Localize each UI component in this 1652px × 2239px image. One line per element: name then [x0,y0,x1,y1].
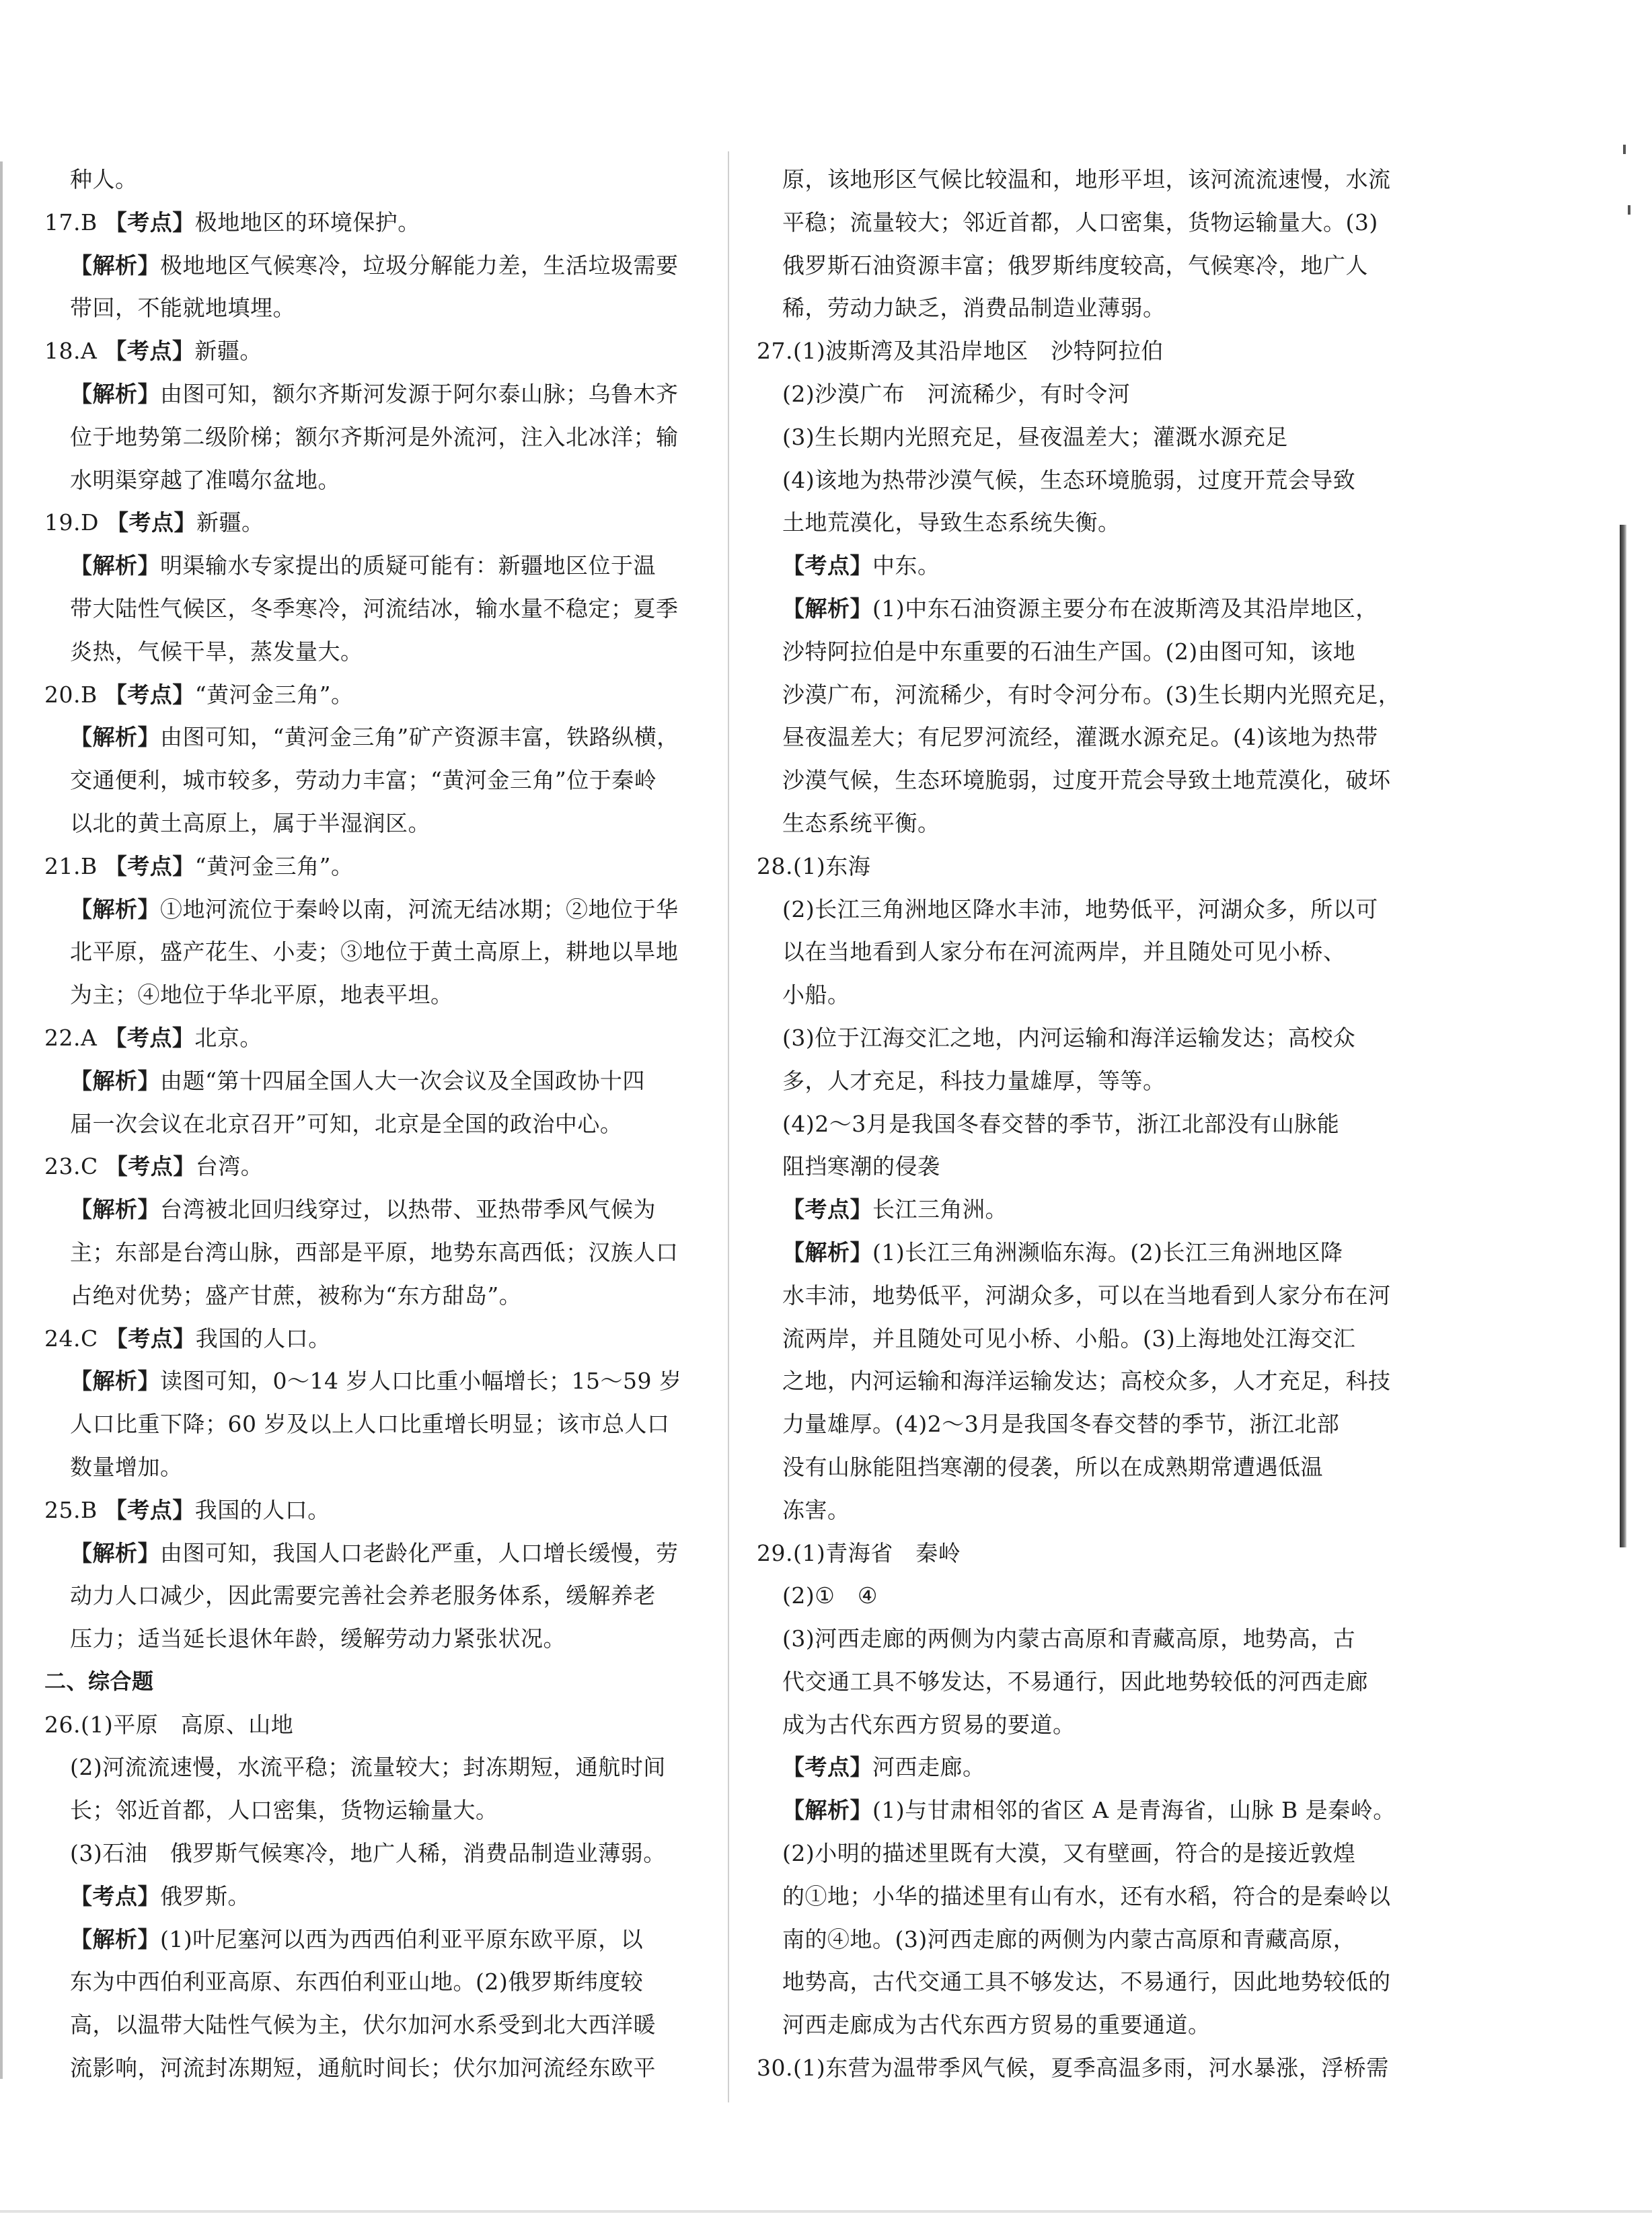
text-line [44,802,697,845]
line-text: 流影响，河流封冻期短，通航时间长；伏尔加河流经东欧平 [70,2055,656,2082]
line-text: (2)沙漠广布 河流稀少，有时令河 [782,380,1131,407]
text-line [757,501,1409,544]
label-tag: 【考点】 [782,1196,872,1223]
line-text: (1)东营为温带季风气候，夏季高温多雨，河水暴涨，浮桥需 [792,2055,1389,2082]
line-text: 由图可知，额尔齐斯河发源于阿尔泰山脉；乌鲁木齐 [160,380,679,407]
question-number: 17.B [44,209,98,235]
text-line [44,1446,697,1489]
text-line [757,1188,1409,1231]
text-line [44,1360,697,1403]
label-tag: 【考点】 [104,338,195,365]
label-tag: 【解析】 [70,895,160,922]
label-tag: 【解析】 [782,1239,872,1265]
line-text: 水丰沛，地势低平，河湖众多，可以在当地看到人家分布在河 [782,1282,1391,1309]
text-line [44,974,697,1017]
question-number: 23.C [44,1153,98,1180]
line-text: (1)长江三角洲濒临东海。(2)长江三角洲地区降 [872,1239,1343,1265]
line-text: 地势高，古代交通工具不够发达，不易通行，因此地势较低的 [782,1969,1391,1995]
text-line [44,587,697,630]
text-line [757,1489,1409,1532]
line-text: 二、综合题 [44,1668,154,1694]
line-text: (2)小明的描述里既有大漠，又有壁画，符合的是接近敦煌 [782,1840,1356,1867]
question-number: 25.B [44,1496,98,1523]
label-tag: 【考点】 [782,552,872,579]
text-line [44,1746,697,1789]
label-tag: 【考点】 [104,1024,195,1051]
question-number: 20.B [44,681,98,708]
question-number: 26. [44,1711,81,1738]
line-text: 极地地区的环境保护。 [194,209,420,235]
scan-speck [1628,205,1630,215]
section-heading [44,1660,697,1703]
text-line [757,802,1409,845]
line-text: 沙漠广布，河流稀少，有时令河分布。(3)生长期内光照充足， [782,681,1401,708]
line-text: (2)长江三角洲地区降水丰沛，地势低平，河湖众多，所以可 [782,895,1378,922]
text-line [44,2004,697,2047]
text-line [44,1188,697,1231]
scan-left-margin [0,161,3,2079]
text-line [757,1446,1409,1489]
text-line [44,1789,697,1832]
column-divider [728,151,729,2102]
text-line [757,1060,1409,1103]
text-line [757,1145,1409,1188]
text-line [757,1960,1409,2004]
line-text: 届一次会议在北京召开”可知，北京是全国的政治中心。 [70,1110,623,1137]
text-line [757,1274,1409,1317]
text-line [44,630,697,673]
text-line [44,373,697,416]
text-line [44,1060,697,1103]
text-line [757,1017,1409,1060]
line-text: 中东。 [872,552,940,579]
line-text: (3)河西走廊的两侧为内蒙古高原和青藏高原，地势高，古 [782,1625,1356,1652]
label-tag: 【解析】 [70,380,160,407]
line-text: 种人。 [70,166,138,192]
line-text: 成为古代东西方贸易的要道。 [782,1711,1076,1738]
text-line [44,1832,697,1875]
line-text: 俄罗斯石油资源丰富；俄罗斯纬度较高，气候寒冷，地广人 [782,252,1368,279]
text-line [757,930,1409,974]
line-text: 昼夜温差大；有尼罗河流经，灌溉水源充足。(4)该地为热带 [782,724,1378,751]
text-line [44,759,697,802]
line-text: 我国的人口。 [194,1496,330,1523]
question-answer-line [44,1017,697,1060]
text-line [44,2047,697,2090]
line-text: 小船。 [782,982,850,1008]
line-text: 位于地势第二级阶梯；额尔齐斯河是外流河，注入北冰洋；输 [70,423,679,450]
label-tag: 【解析】 [70,1067,160,1094]
text-line [757,2004,1409,2047]
line-text: 由题“第十四届全国人大一次会议及全国政协十四 [160,1067,645,1094]
question-answer-line [757,330,1409,373]
line-text: 高，以温带大陆性气候为主，伏尔加河水系受到北大西洋暖 [70,2012,656,2039]
text-line [757,1746,1409,1789]
scan-speck [1623,145,1626,154]
text-line [44,287,697,330]
question-number: 19.D [44,509,99,536]
text-line [44,1231,697,1274]
label-tag: 【解析】 [70,1368,160,1395]
line-text: 以在当地看到人家分布在河流两岸，并且随处可见小桥、 [782,939,1346,965]
text-line [757,373,1409,416]
text-line [44,1960,697,2004]
label-tag: 【考点】 [782,1754,872,1781]
text-line [757,1574,1409,1617]
line-text: (3)位于江海交汇之地，内河运输和海洋运输发达；高校众 [782,1024,1356,1051]
text-line [757,974,1409,1017]
line-text: 南的④地。(3)河西走廊的两侧为内蒙古高原和青藏高原， [782,1925,1356,1952]
text-line [757,544,1409,587]
line-text: “黄河金三角”。 [194,681,354,708]
line-text: 压力；适当延长退休年龄，缓解劳动力紧张状况。 [70,1625,566,1652]
label-tag: 【考点】 [106,509,196,536]
text-line [757,1703,1409,1747]
line-text: 北平原，盛产花生、小麦；③地位于黄土高原上，耕地以旱地 [70,939,679,965]
text-line [757,1103,1409,1146]
text-line [44,716,697,759]
line-text: 极地地区气候寒冷，垃圾分解能力差，生活垃圾需要 [160,252,679,279]
line-text: (1)叶尼塞河以西为西西伯利亚平原东欧平原，以 [160,1925,644,1952]
question-answer-line [757,2047,1409,2090]
text-line [44,1532,697,1575]
line-text: 河西走廊成为古代东西方贸易的重要通道。 [782,2012,1211,2039]
text-line [757,1875,1409,1918]
right-column [757,158,1409,2090]
line-text: 炎热，气候干旱，蒸发量大。 [70,638,363,665]
line-text: 北京。 [194,1024,262,1051]
line-text: 原，该地形区气候比较温和，地形平坦，该河流流速慢，水流 [782,166,1391,192]
line-text: 主；东部是台湾山脉，西部是平原，地势东高西低；汉族人口 [70,1239,679,1265]
text-line [757,1789,1409,1832]
line-text: 多，人才充足，科技力量雄厚，等等。 [782,1067,1166,1094]
text-line [44,930,697,974]
label-tag: 【解析】 [782,595,872,622]
question-answer-line [44,1489,697,1532]
text-line [757,1918,1409,1961]
line-text: 明渠输水专家提出的质疑可能有：新疆地区位于温 [160,552,656,579]
line-text: 冻害。 [782,1496,850,1523]
line-text: (1)波斯湾及其沿岸地区 沙特阿拉伯 [792,338,1164,365]
question-number: 18.A [44,338,98,365]
question-number: 27. [757,338,793,365]
text-line [757,716,1409,759]
text-line [44,1574,697,1617]
label-tag: 【考点】 [105,1325,196,1352]
text-line [757,1360,1409,1403]
line-text: 由图可知，我国人口老龄化严重，人口增长缓慢，劳 [160,1539,679,1566]
text-line [757,1403,1409,1446]
line-text: 占绝对优势；盛产甘蔗，被称为“东方甜岛”。 [70,1282,522,1309]
line-text: 水明渠穿越了准噶尔盆地。 [70,466,340,493]
line-text: (3)生长期内光照充足，昼夜温差大；灌溉水源充足 [782,423,1288,450]
line-text: 土地荒漠化，导致生态系统失衡。 [782,509,1121,536]
text-line [44,1918,697,1961]
scan-bottom-margin [0,2210,1652,2213]
label-tag: 【解析】 [782,1797,872,1824]
line-text: “黄河金三角”。 [194,852,354,879]
text-line [757,1231,1409,1274]
text-line [44,459,697,502]
question-number: 30. [757,2055,793,2082]
text-line [757,759,1409,802]
line-text: 河西走廊。 [872,1754,985,1781]
label-tag: 【解析】 [70,1196,160,1223]
line-text: (2)河流流速慢，水流平稳；流量较大；封冻期短，通航时间 [70,1754,666,1781]
line-text: 流两岸，并且随处可见小桥、小船。(3)上海地处江海交汇 [782,1325,1356,1352]
line-text: 台湾被北回归线穿过，以热带、亚热带季风气候为 [160,1196,656,1223]
text-line [44,158,697,201]
text-line [44,1875,697,1918]
question-number: 28. [757,852,793,879]
line-text: 人口比重下降；60 岁及以上人口比重增长明显；该市总人口 [70,1411,670,1438]
line-text: 数量增加。 [70,1453,183,1480]
line-text: 阻挡寒潮的侵袭 [782,1153,940,1180]
line-text: 代交通工具不够发达，不易通行，因此地势较低的河西走廊 [782,1668,1368,1695]
text-line [757,459,1409,502]
line-text: 以北的黄土高原上，属于半湿润区。 [70,809,430,836]
text-line [757,416,1409,459]
line-text: 东为中西伯利亚高原、东西伯利亚山地。(2)俄罗斯纬度较 [70,1969,644,1995]
text-line [44,888,697,931]
line-text: (1)东海 [792,852,871,879]
text-line [44,244,697,287]
text-line [757,158,1409,201]
line-text: (1)与甘肃相邻的省区 A 是青海省，山脉 B 是秦岭。 [872,1797,1396,1824]
scan-binding-shadow [1620,525,1626,1547]
text-line [757,1660,1409,1703]
line-text: 动力人口减少，因此需要完善社会养老服务体系，缓解养老 [70,1582,656,1609]
text-line [44,1617,697,1660]
label-tag: 【解析】 [70,252,160,279]
question-number: 21.B [44,852,98,879]
text-line [757,630,1409,673]
line-text: (4)2～3月是我国冬春交替的季节，浙江北部没有山脉能 [782,1110,1340,1137]
text-line [44,1403,697,1446]
label-tag: 【解析】 [70,552,160,579]
text-line [757,287,1409,330]
line-text: 由图可知，“黄河金三角”矿产资源丰富，铁路纵横， [160,724,679,751]
text-line [757,244,1409,287]
text-line [44,1103,697,1146]
question-answer-line [757,1532,1409,1575]
question-number: 29. [757,1539,793,1566]
question-answer-line [44,845,697,888]
line-text: 生态系统平衡。 [782,809,940,836]
question-number: 24.C [44,1325,98,1352]
question-answer-line [757,845,1409,888]
line-text: 沙漠气候，生态环境脆弱，过度开荒会导致土地荒漠化，破坏 [782,767,1391,794]
text-line [757,1617,1409,1660]
text-line [757,587,1409,630]
text-line [757,888,1409,931]
text-line [44,1274,697,1317]
text-line [757,201,1409,244]
line-text: 稀，劳动力缺乏，消费品制造业薄弱。 [782,295,1166,322]
line-text: 之地，内河运输和海洋运输发达；高校众多，人才充足，科技 [782,1368,1391,1395]
label-tag: 【考点】 [104,209,195,235]
line-text: (1)青海省 秦岭 [792,1539,961,1566]
line-text: 没有山脉能阻挡寒潮的侵袭，所以在成熟期常遭遇低温 [782,1453,1323,1480]
label-tag: 【解析】 [70,1925,160,1952]
text-line [44,416,697,459]
label-tag: 【考点】 [104,681,195,708]
text-line [757,1317,1409,1360]
question-answer-line [44,330,697,373]
line-text: 沙特阿拉伯是中东重要的石油生产国。(2)由图可知，该地 [782,638,1356,665]
label-tag: 【考点】 [104,1496,195,1523]
line-text: (4)该地为热带沙漠气候，生态环境脆弱，过度开荒会导致 [782,466,1356,493]
label-tag: 【解析】 [70,724,160,751]
line-text: ①地河流位于秦岭以南，河流无结冰期；②地位于华 [160,895,679,922]
question-answer-line [44,1145,697,1188]
line-text: (3)石油 俄罗斯气候寒冷，地广人稀，消费品制造业薄弱。 [70,1840,666,1867]
line-text: 俄罗斯。 [160,1882,250,1909]
line-text: 新疆。 [194,338,262,365]
line-text: (1)平原 高原、山地 [80,1711,294,1738]
label-tag: 【考点】 [105,1153,196,1180]
line-text: 带大陆性气候区，冬季寒冷，河流结冰，输水量不稳定；夏季 [70,595,679,622]
line-text: 新疆。 [196,509,264,536]
line-text: (1)中东石油资源主要分布在波斯湾及其沿岸地区， [872,595,1378,622]
label-tag: 【解析】 [70,1539,160,1566]
question-answer-line [44,1703,697,1747]
question-answer-line [44,201,697,244]
question-answer-line [44,673,697,717]
line-text: 的①地；小华的描述里有山有水，还有水稻，符合的是秦岭以 [782,1882,1391,1909]
line-text: 为主；④地位于华北平原，地表平坦。 [70,982,453,1008]
line-text: 平稳；流量较大；邻近首都，人口密集，货物运输量大。(3) [782,209,1378,235]
text-line [44,544,697,587]
line-text: 力量雄厚。(4)2～3月是我国冬春交替的季节，浙江北部 [782,1411,1340,1438]
question-number: 22.A [44,1024,98,1051]
line-text: 交通便利，城市较多，劳动力丰富；“黄河金三角”位于秦岭 [70,767,657,794]
line-text: 长；邻近首都，人口密集，货物运输量大。 [70,1797,498,1824]
line-text: 台湾。 [195,1153,264,1180]
line-text: 读图可知，0～14 岁人口比重小幅增长；15～59 岁 [160,1368,682,1395]
label-tag: 【考点】 [70,1882,160,1909]
label-tag: 【考点】 [104,852,195,879]
left-column [44,158,697,2090]
line-text: (2)① ④ [782,1582,878,1609]
line-text: 长江三角洲。 [872,1196,1008,1223]
line-text: 带回，不能就地填埋。 [70,295,295,322]
text-line [757,1832,1409,1875]
line-text: 我国的人口。 [195,1325,331,1352]
text-line [757,673,1409,717]
question-answer-line [44,501,697,544]
question-answer-line [44,1317,697,1360]
